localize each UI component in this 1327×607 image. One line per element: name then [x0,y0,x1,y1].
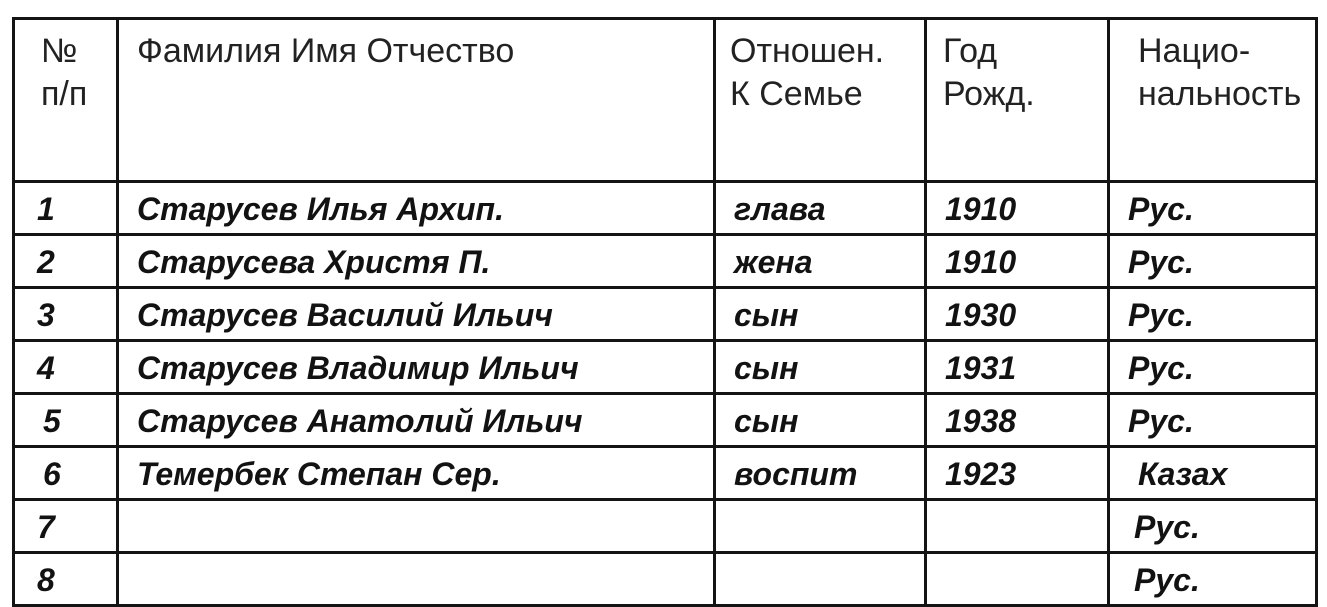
header-birth-year-line2: Рожд. [943,75,1035,113]
row-relation [715,553,926,606]
table-row [14,341,1317,394]
row-nationality: Рус. [1109,341,1317,394]
row-number: 7 [14,500,118,553]
row-full-name [118,500,715,553]
row-nationality: Рус. [1109,182,1317,235]
header-relation-line1: Отношен. [730,32,885,70]
header-nationality-line2: нальность [1138,75,1302,113]
header-number-line1: № [41,32,78,70]
row-nationality: Рус. [1109,394,1317,447]
row-birth-year: 1923 [926,447,1109,500]
row-relation: глава [715,182,926,235]
header-relation [715,19,926,182]
row-birth-year: 1910 [926,182,1109,235]
row-birth-year [926,553,1109,606]
table-header-row [14,19,1317,182]
table-row [14,447,1317,500]
row-relation: жена [715,235,926,288]
row-number: 8 [14,553,118,606]
row-birth-year: 1930 [926,288,1109,341]
header-nationality [1109,19,1317,182]
header-birth-year [926,19,1109,182]
row-full-name: Старусев Владимир Ильич [118,341,715,394]
row-relation: воспит [715,447,926,500]
row-relation: сын [715,394,926,447]
table-row [14,553,1317,606]
header-number [14,19,118,182]
row-birth-year: 1931 [926,341,1109,394]
family-register-table [12,17,1318,607]
row-full-name: Старусева Христя П. [118,235,715,288]
header-nationality-line1: Нацио- [1138,32,1251,70]
row-full-name: Старусев Илья Архип. [118,182,715,235]
row-number: 3 [14,288,118,341]
row-nationality: Рус. [1109,500,1317,553]
row-relation: сын [715,288,926,341]
header-number-line2: п/п [41,75,88,113]
row-birth-year: 1938 [926,394,1109,447]
row-nationality: Казах [1109,447,1317,500]
row-number: 5 [14,394,118,447]
row-number: 2 [14,235,118,288]
header-full-name-text: Фамилия Имя Отчество [137,32,515,70]
header-relation-line2: К Семье [730,75,863,113]
table-row [14,182,1317,235]
row-relation: сын [715,341,926,394]
row-number: 4 [14,341,118,394]
header-birth-year-line1: Год [943,32,998,70]
row-full-name: Темербек Степан Сер. [118,447,715,500]
table-row [14,235,1317,288]
row-number: 6 [14,447,118,500]
row-birth-year: 1910 [926,235,1109,288]
row-nationality: Рус. [1109,553,1317,606]
table-row [14,500,1317,553]
row-relation [715,500,926,553]
row-full-name: Старусев Василий Ильич [118,288,715,341]
row-full-name [118,553,715,606]
table-row [14,394,1317,447]
header-full-name [118,19,715,182]
row-number: 1 [14,182,118,235]
row-nationality: Рус. [1109,288,1317,341]
table-row [14,288,1317,341]
row-birth-year [926,500,1109,553]
row-nationality: Рус. [1109,235,1317,288]
row-full-name: Старусев Анатолий Ильич [118,394,715,447]
